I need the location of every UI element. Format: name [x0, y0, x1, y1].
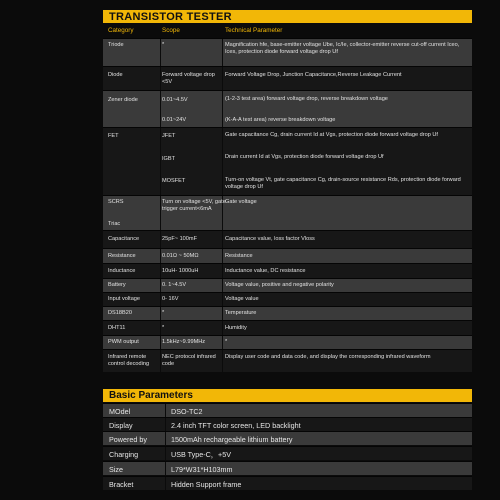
- basic-value: Hidden Support frame: [171, 480, 242, 489]
- param-cell: (1-2-3 test area) forward voltage drop, reverse breakdown voltage: [225, 96, 388, 102]
- scope-cell: 0.01Ω ~ 50MΩ: [162, 253, 199, 259]
- param-cell: Humidity: [225, 325, 247, 331]
- table-row: [103, 335, 472, 349]
- basic-value: 2.4 inch TFT color screen, LED backlight: [171, 421, 301, 430]
- basic-key: Display: [109, 421, 133, 430]
- param-cell: Drain current Id at Vgs, protection diode forward voltage drop Uf: [225, 154, 384, 160]
- param-cell: Forward Voltage Drop, Junction Capacitance,Reverse Leakage Current: [225, 72, 402, 78]
- basic-row-bracket: [103, 476, 472, 490]
- table-row: [103, 292, 472, 306]
- param-cell: Inductance value, DC resistance: [225, 268, 306, 274]
- scope-cell: JFET: [162, 133, 176, 139]
- category-cell: FET: [108, 133, 119, 139]
- param-cell: Resistance: [225, 253, 253, 259]
- category-cell: Battery: [108, 282, 126, 288]
- scope-cell: NEC protocol infrared code: [162, 354, 216, 367]
- basic-row-model: [103, 403, 472, 417]
- basic-value: L79*W31*H103mm: [171, 465, 233, 474]
- basic-key: Charging: [109, 450, 139, 459]
- param-cell: (K-A-A test area) reverse breakdown voltage: [225, 117, 336, 123]
- table-row: [103, 230, 472, 248]
- column-header-category: Category: [108, 27, 134, 34]
- category-cell: Infrared remote control decoding: [108, 354, 150, 367]
- scope-cell: *: [162, 42, 165, 48]
- category-cell: SCRS: [108, 199, 124, 205]
- param-cell: Voltage value: [225, 296, 259, 302]
- basic-row-power: [103, 431, 472, 445]
- basic-key: Powered by: [109, 435, 147, 444]
- scope-cell: 1.5kHz~9.99MHz: [162, 339, 206, 345]
- scope-cell: 0.01~4.5V: [162, 97, 188, 103]
- basic-key: Bracket: [109, 480, 134, 489]
- basic-row-charging: [103, 446, 472, 460]
- category-cell: Triac: [108, 221, 121, 227]
- param-cell: Gate voltage: [225, 199, 257, 205]
- table-row: [103, 320, 472, 335]
- scope-cell: 0. 1~4.5V: [162, 282, 187, 288]
- scope-cell: IGBT: [162, 156, 176, 162]
- basic-row-size: [103, 461, 472, 475]
- basic-value: 1500mAh rechargeable lithium battery: [171, 435, 293, 444]
- category-cell: Triode: [108, 42, 124, 48]
- basic-value: DSO-TC2: [171, 407, 203, 416]
- scope-cell: MOSFET: [162, 178, 186, 184]
- basic-parameters-title: Basic Parameters: [103, 389, 472, 402]
- category-cell: DS18B20: [108, 310, 132, 316]
- category-cell: Inductance: [108, 268, 136, 274]
- scope-cell: *: [162, 310, 165, 316]
- param-cell: Magnification hfe, base-emitter voltage Ube, Ic/Ie, collector-emitter reverse cut-off current Iceo, Ices, protection diode forward voltage drop Uf: [225, 42, 460, 55]
- param-cell: Turn-on voltage Vt, gate capacitance Cg, drain-source resistance Rds, protection diode forward voltage drop Uf: [225, 177, 461, 190]
- table-row: [103, 90, 472, 127]
- param-cell: Voltage value, positive and negative polarity: [225, 282, 334, 288]
- scope-cell: 0- 16V: [162, 296, 179, 302]
- table-row: [103, 263, 472, 278]
- scope-cell: Forward voltage drop <5V: [162, 72, 215, 85]
- table-row: [103, 195, 472, 230]
- param-cell: Display user code and data code, and display the corresponding infrared waveform: [225, 354, 431, 360]
- category-cell: Resistance: [108, 253, 136, 259]
- category-cell: Input voltage: [108, 296, 141, 302]
- category-cell: Capacitance: [108, 236, 140, 242]
- param-cell: Capacitance value, loss factor Vloss: [225, 236, 315, 242]
- column-header-parameter: Technical Parameter: [225, 27, 283, 34]
- category-cell: DHT11: [108, 325, 126, 331]
- scope-cell: 0.01~24V: [162, 117, 187, 123]
- category-cell: Diode: [108, 72, 123, 78]
- basic-row-display: [103, 417, 472, 431]
- category-cell: Zener diode: [108, 97, 138, 103]
- scope-cell: *: [162, 325, 165, 331]
- param-cell: Temperature: [225, 310, 257, 316]
- basic-key: MOdel: [109, 407, 131, 416]
- param-cell: Gate capacitance Cg, drain current Id at Vgs, protection diode forward voltage drop Uf: [225, 132, 438, 138]
- table-row: [103, 278, 472, 292]
- table-row: [103, 66, 472, 90]
- scope-cell: 25pF~ 100mF: [162, 236, 197, 242]
- category-cell: PWM output: [108, 339, 139, 345]
- column-header-scope: Scope: [162, 27, 180, 34]
- param-cell: *: [225, 339, 228, 345]
- scope-cell: 10uH- 1000uH: [162, 268, 199, 274]
- table-row: [103, 127, 472, 195]
- table-row: [103, 248, 472, 263]
- table-row: [103, 349, 472, 372]
- column-header-row: [103, 24, 472, 38]
- basic-value: USB Type-C，+5V: [171, 450, 231, 459]
- scope-cell: Turn on voltage <5V, gate trigger current<6mA: [162, 199, 226, 212]
- table-title: TRANSISTOR TESTER: [103, 10, 472, 23]
- table-row: [103, 38, 472, 66]
- basic-key: Size: [109, 465, 123, 474]
- table-row: [103, 306, 472, 320]
